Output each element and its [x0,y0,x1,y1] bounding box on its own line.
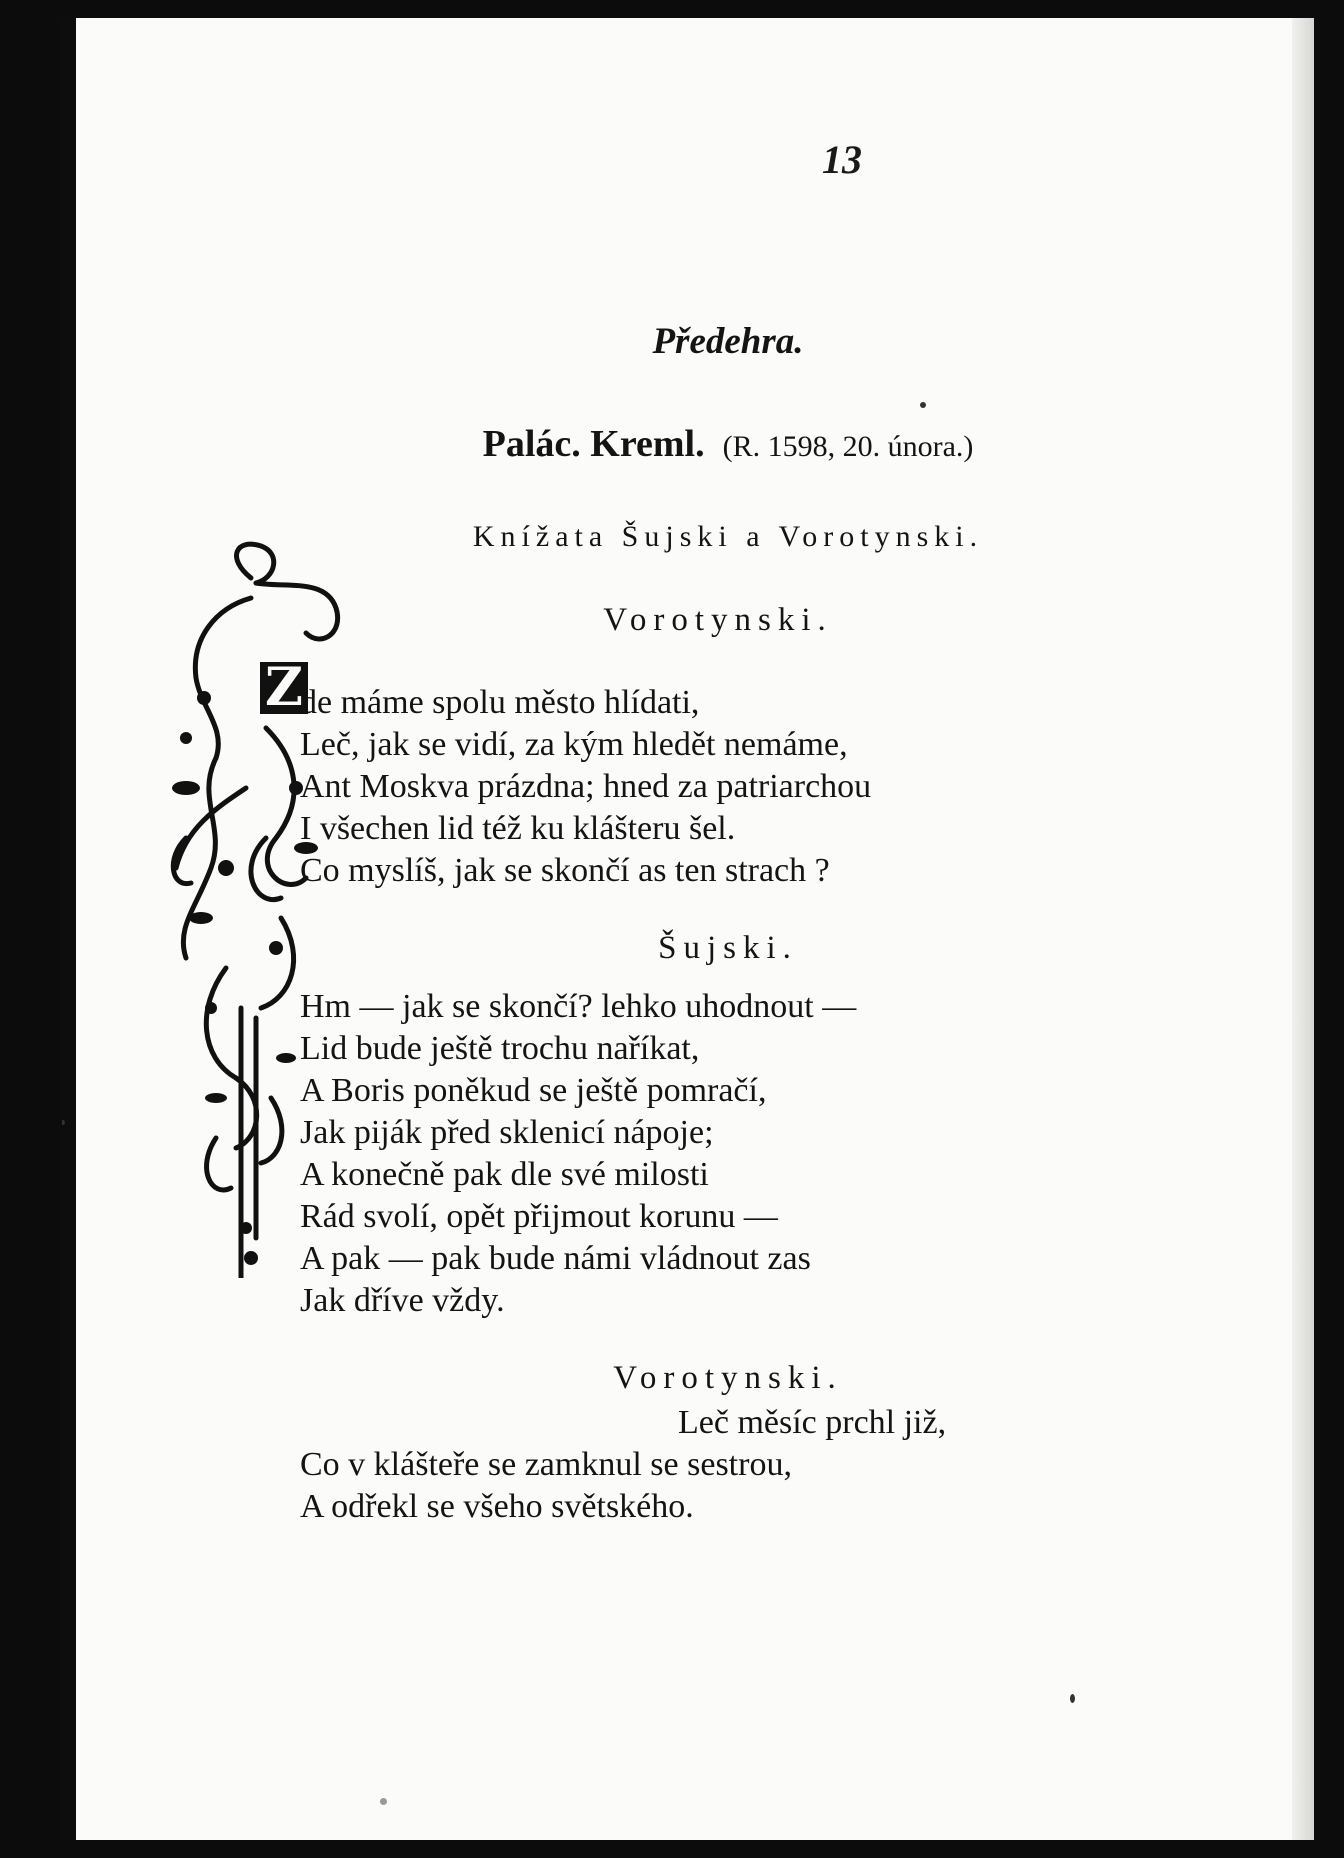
verse-line: Rád svolí, opět přijmout korunu — [300,1198,778,1235]
page-number: 13 [822,137,862,182]
verse-line: A konečně pak dle své milosti [300,1156,709,1193]
verse-line: Leč měsíc prchl již, [678,1404,947,1441]
left-page-edge [62,18,76,1840]
scene-date: (R. 1598, 20. února.) [722,430,974,463]
right-page-edge [1292,18,1314,1840]
paper-speck [920,402,926,408]
scene-place: Palác. Kreml. [482,423,705,465]
verse-line: de máme spolu město hlídati, [300,684,700,721]
section-heading: Předehra. [652,321,804,362]
verse-line: A pak — pak bude námi vládnout zas [300,1240,811,1277]
scene-setting [62,422,1314,466]
paper-speck [1070,1694,1075,1703]
verse-line: A odřekl se všeho světského. [300,1488,694,1525]
verse-block [300,682,1100,892]
drop-cap-letter: Z [265,657,303,718]
paper-speck [380,1798,387,1805]
speaker-name: Šujski. [658,930,798,966]
speaker-name: Vorotynski. [613,1360,843,1396]
verse-line: I všechen lid též ku klášteru šel. [300,810,736,847]
book-page [62,18,1314,1840]
verse-line: Ant Moskva prázdna; hned za patriarchou [300,768,872,805]
characters-present: Knížata Šujski a Vorotynski. [472,520,984,553]
speaker-name: Vorotynski. [603,602,833,638]
verse-line: Jak dříve vždy. [300,1282,505,1319]
verse-line: A Boris poněkud se ještě pomračí, [300,1072,767,1109]
verse-line: Jak piják před sklenicí nápoje; [300,1114,714,1151]
page-content [62,18,1314,1840]
verse-line: Co myslíš, jak se skončí as ten strach ? [300,852,830,889]
verse-line: Leč, jak se vidí, za kým hledět nemáme, [300,726,848,763]
verse-line: Lid bude ještě trochu naříkat, [300,1030,700,1067]
verse-block [300,986,1100,1322]
verse-line: Co v klášteře se zamknul se sestrou, [300,1446,792,1483]
verse-line: Hm — jak se skončí? lehko uhodnout — [300,988,857,1025]
verse-block [300,1402,1100,1528]
